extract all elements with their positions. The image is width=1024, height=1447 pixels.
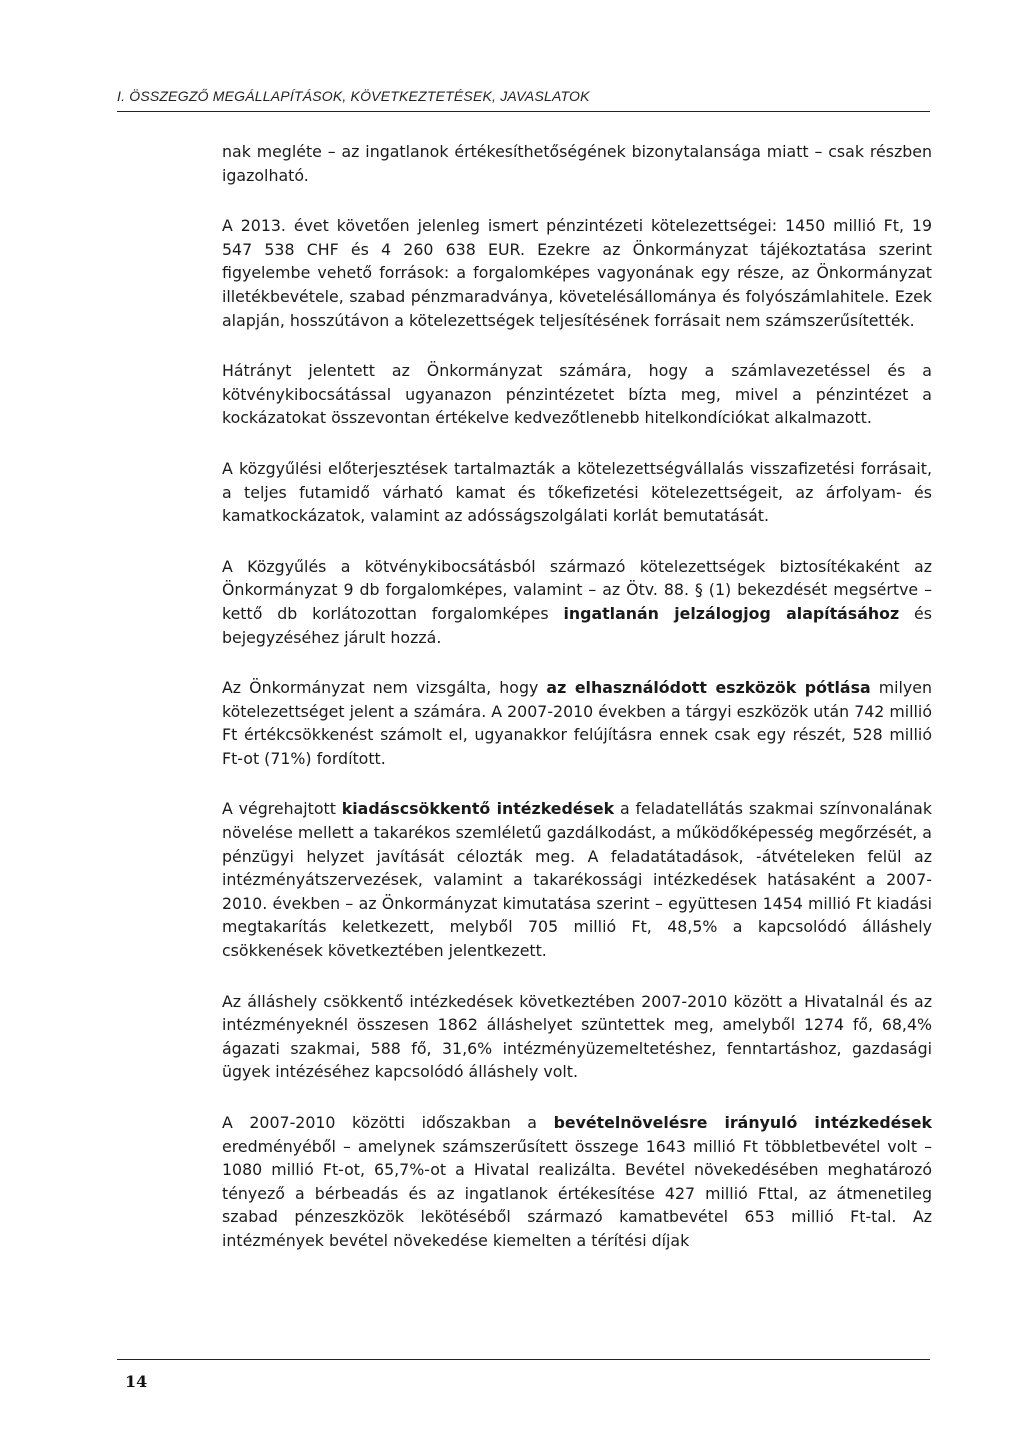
text-run: A 2013. évet követően jelenleg ismert pénzintézeti kötelezettségei: 1450 millió Ft, 19 547 538 CHF és 4 260 638 EUR. Ezekre az Önkormányzat tájékoztatása szerint figyelembe vehető források: a forgalomképes vagyonának egy része, az Önkormányzat illetékbevétele, szabad pénzmaradványa, követelésállománya és folyószámlahitele. Ezek alapján, hosszútávon a kötelezettségek teljesítésének forrásait nem számszerűsítették. [222,216,932,330]
bold-emphasis: az elhasználódott eszközök pótlása [546,678,871,698]
text-run: eredményéből – amelynek számszerűsített összege 1643 millió Ft többletbevétel volt – 1080 millió Ft-ot, 65,7%-ot a Hivatal realizálta. Bevétel növekedésében meghatározó tényező a bérbeadás és az ingatlanok értékesítése 427 millió Fttal, az átmenetileg szabad pénzeszközök lekötéséből származó kamatbevétel 653 millió Ft-tal. Az intézmények bevétel növekedése kiemelten a térítési díjak [222,1136,932,1250]
paragraph [222,990,932,1084]
paragraph [222,676,932,770]
paragraph [222,555,932,649]
paragraph [222,140,932,187]
text-run: és bejegyzéséhez járult hozzá. [222,603,932,647]
text-run: Az Önkormányzat nem vizsgálta, hogy [222,678,547,698]
text-run: nak megléte – az ingatlanok értékesíthetőségének bizonytalansága miatt – csak részben igazolható. [222,142,932,185]
paragraph [222,359,932,430]
footer-divider [117,1359,930,1360]
text-run: Hátrányt jelentett az Önkormányzat számára, hogy a számlavezetéssel és a kötvénykibocsátással ugyanazon pénzintézetet bízta meg, mivel a pénzintézet a kockázatokat összevontan értékelve kedvezőtlenebb hitelkondíciókat alkalmazott. [222,361,932,428]
text-run: a feladatellátás szakmai színvonalának növelése mellett a takarékos szemléletű gazdálkodást, a működőképesség megőrzését, a pénzügyi helyzet javítását célozták meg. A feladatátadások, -átvételeken felül az intézményátszervezések, valamint a takarékossági intézkedések hatásaként a 2007-2010. években – az Önkormányzat kimutatása szerint – együttesen 1454 millió Ft kiadási megtakarítás keletkezett, melyből 705 millió Ft, 48,5% a kapcsolódó álláshely csökkenések következtében jelentkezett. [222,799,932,961]
bold-emphasis: kiadáscsökkentő intézkedések [341,799,615,819]
bold-emphasis: bevételnövelésre irányuló intézkedések [553,1113,932,1132]
paragraph [222,214,932,332]
paragraph [222,797,932,962]
page-number: 14 [125,1372,148,1391]
text-run: A Közgyűlés a kötvénykibocsátásból származó kötelezettségek biztosítékaként az Önkormányzat 9 db forgalomképes, valamint – az Ötv. 88. § (1) bekezdését megsértve – kettő db korlátozottan forgalomképes [222,556,932,623]
paragraph [222,1111,932,1253]
header-divider [117,111,930,112]
bold-emphasis: ingatlanán jelzálogjog alapításához [563,603,900,623]
text-run: milyen kötelezettséget jelent a számára. A 2007-2010 években a tárgyi eszközök után 742 millió Ft értékcsökkenést számolt el, ugyanakkor felújításra ennek csak egy részét, 528 millió Ft-ot (71%) fordított. [222,678,932,768]
paragraph [222,457,932,528]
running-header: I. ÖSSZEGZŐ MEGÁLLAPÍTÁSOK, KÖVETKEZTETÉSEK, JAVASLATOK [117,88,590,104]
text-run: A végrehajtott [222,799,342,819]
body-text [222,140,932,1280]
text-run: A 2007-2010 közötti időszakban a [222,1113,554,1132]
text-run: Az álláshely csökkentő intézkedések következtében 2007-2010 között a Hivatalnál és az intézményeknél összesen 1862 álláshelyet szüntettek meg, amelyből 1274 fő, 68,4% ágazati szakmai, 588 fő, 31,6% intézményüzemeltetéshez, fenntartáshoz, gazdasági ügyek intézéséhez kapcsolódó álláshely volt. [222,991,932,1082]
text-run: A közgyűlési előterjesztések tartalmazták a kötelezettségvállalás visszafizetési forrásait, a teljes futamidő várható kamat és tőkefizetési kötelezettségeit, az árfolyam- és kamatkockázatok, valamint az adósságszolgálati korlát bemutatását. [222,458,932,526]
